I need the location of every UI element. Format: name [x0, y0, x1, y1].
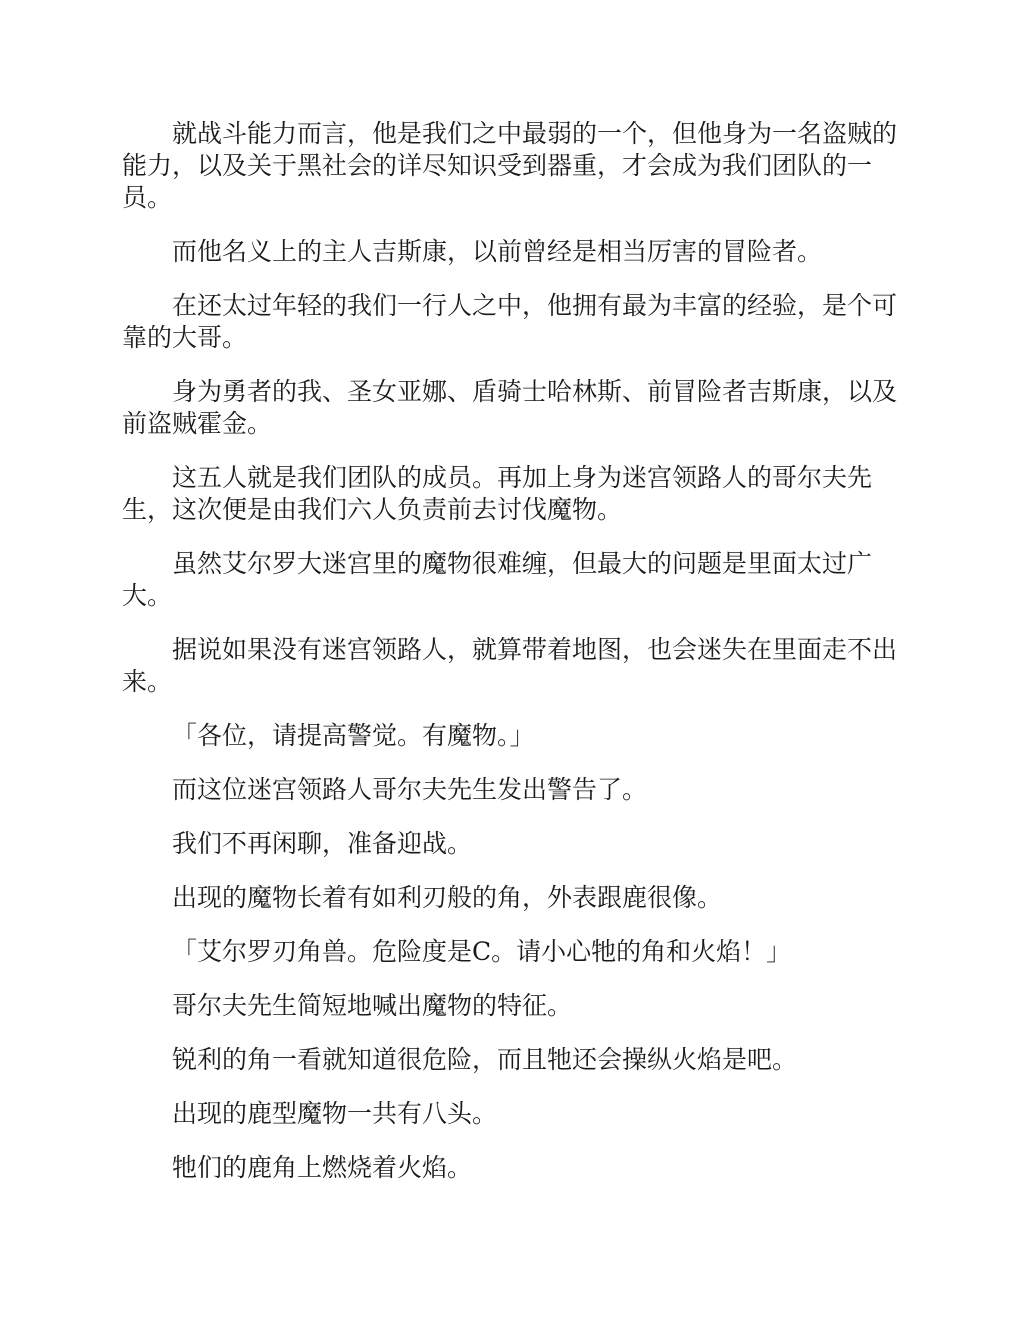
- paragraph: 我们不再闲聊，准备迎战。: [172, 829, 473, 858]
- paragraph: 就战斗能力而言，他是我们之中最弱的一个，但他身为一名盗贼的能力，以及关于黑社会的详尽知识受到器重，才会成为我们团队的一员。: [122, 119, 898, 212]
- paragraph: 据说如果没有迷宫领路人，就算带着地图，也会迷失在里面走不出来。: [122, 635, 898, 696]
- dialogue-paragraph: 「艾尔罗刃角兽。危险度是C。请小心牠的角和火焰！」: [172, 937, 792, 966]
- paragraph: 这五人就是我们团队的成员。再加上身为迷宫领路人的哥尔夫先生，这次便是由我们六人负责前去讨伐魔物。: [122, 463, 873, 524]
- paragraph: 出现的魔物长着有如利刃般的角，外表跟鹿很像。: [172, 883, 723, 912]
- paragraph: 而他名义上的主人吉斯康，以前曾经是相当厉害的冒险者。: [172, 237, 823, 266]
- paragraph: 而这位迷宫领路人哥尔夫先生发出警告了。: [172, 775, 648, 804]
- paragraph: 牠们的鹿角上燃烧着火焰。: [172, 1153, 473, 1182]
- paragraph: 出现的鹿型魔物一共有八头。: [172, 1099, 498, 1128]
- dialogue-paragraph: 「各位，请提高警觉。有魔物。」: [172, 721, 535, 750]
- paragraph: 锐利的角一看就知道很危险，而且牠还会操纵火焰是吧。: [172, 1045, 798, 1074]
- paragraph: 在还太过年轻的我们一行人之中，他拥有最为丰富的经验，是个可靠的大哥。: [122, 291, 898, 352]
- document-page: [122, 118, 898, 1206]
- paragraph: 虽然艾尔罗大迷宫里的魔物很难缠，但最大的问题是里面太过广大。: [122, 549, 873, 610]
- paragraph: 哥尔夫先生简短地喊出魔物的特征。: [172, 991, 573, 1020]
- paragraph: 身为勇者的我、圣女亚娜、盾骑士哈林斯、前冒险者吉斯康，以及前盗贼霍金。: [122, 377, 898, 438]
